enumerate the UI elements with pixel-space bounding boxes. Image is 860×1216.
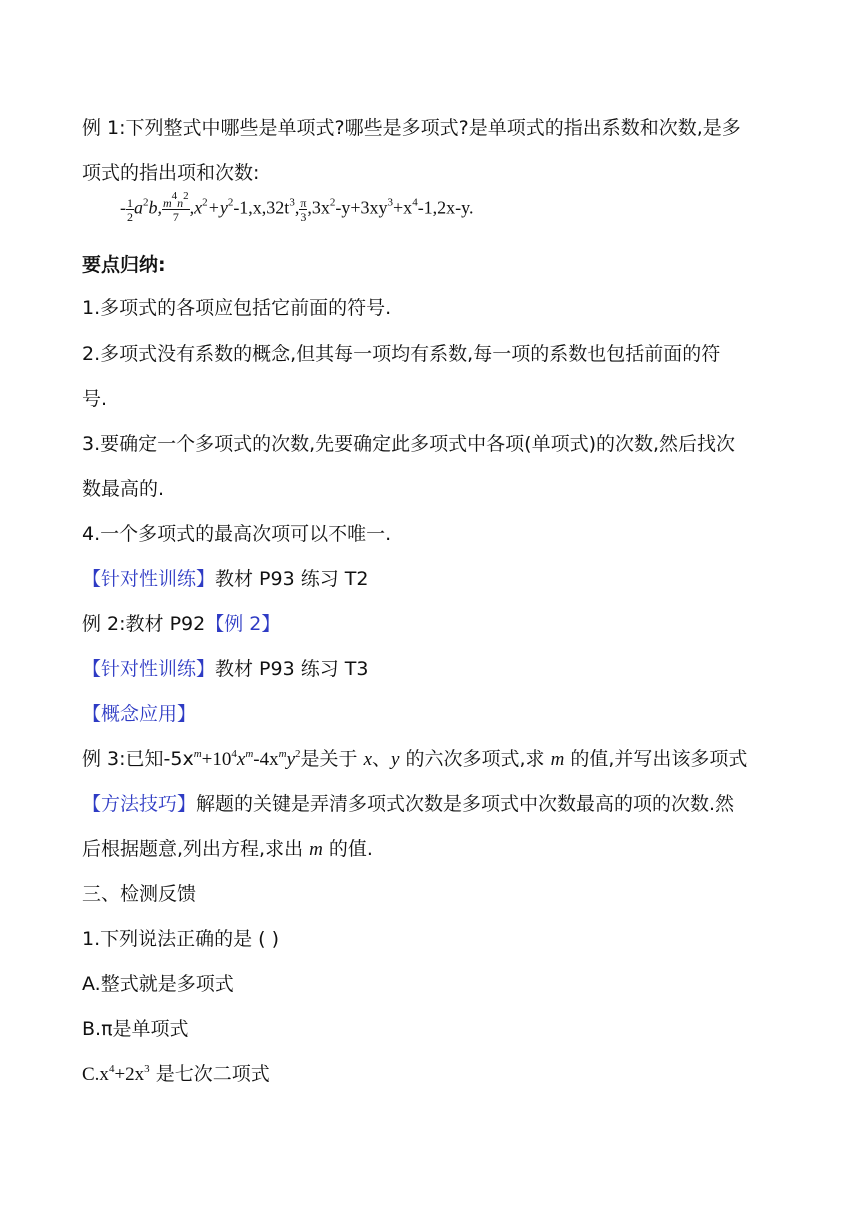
question-1-stem: 1.下列说法正确的是 ( ): [82, 928, 280, 950]
formula-term: -1,x,32t: [233, 197, 290, 218]
formula-exponent: 2: [329, 196, 336, 209]
formula-exponent: 2: [143, 196, 149, 209]
term: x: [236, 749, 246, 770]
term: +10: [201, 749, 232, 770]
formula-term: ,3x: [307, 197, 330, 218]
example-3-prefix: 例 3:已知-5x: [82, 748, 194, 770]
option-c-text: 是七次二项式: [155, 1063, 270, 1085]
example-3-text: 是关于: [300, 748, 358, 770]
formula-exponent: 3: [289, 196, 295, 209]
fraction-numerator: $m^4n^2$: [163, 190, 189, 210]
formula-term: b,: [148, 197, 162, 218]
key-points-title: 要点归纳:: [82, 254, 166, 276]
method-tips-text: 后根据题意,列出方程,求出: [82, 838, 304, 860]
formula-term: a: [134, 197, 143, 218]
example-1-line-2: 项式的指出项和次数:: [82, 162, 260, 184]
concept-application-tag: 【概念应用】: [82, 703, 197, 725]
key-point-2-line-2: 号.: [82, 388, 108, 410]
variable-m: m: [550, 749, 565, 770]
formula-exponent: 2: [202, 196, 208, 209]
variable-m: m: [309, 839, 323, 860]
question-1-option-a: A.整式就是多项式: [82, 973, 234, 995]
example-3: [82, 746, 786, 773]
method-tips-tag: 【方法技巧】: [82, 793, 197, 815]
exponent: m: [278, 748, 287, 760]
fraction-denominator: 2: [127, 209, 133, 224]
exponent: 4: [231, 748, 237, 760]
exponent: 3: [144, 1063, 150, 1075]
variable-y: y: [391, 749, 400, 770]
key-point-2-line-1: 2.多项式没有系数的概念,但其每一项均有系数,每一项的系数也包括前面的符: [82, 343, 721, 365]
fraction-denominator: 3: [300, 209, 307, 224]
term: -4x: [253, 749, 279, 770]
formula-minus: -: [120, 197, 126, 218]
example-2-tag: 【例 2】: [205, 613, 281, 635]
example-3-text: 的值,并写出该多项式: [570, 748, 748, 770]
method-tips-line-1: [82, 791, 786, 817]
key-point-4: 4.一个多项式的最高次项可以不唯一.: [82, 523, 392, 545]
targeted-training-text: 教材 P93 练习 T2: [215, 568, 369, 590]
fraction-numerator: 1: [127, 195, 133, 210]
example-2-text: 例 2:教材 P92: [82, 613, 206, 635]
formula-term: ,: [294, 197, 300, 218]
separator: 、: [372, 748, 392, 770]
formula-term: -y+3xy: [335, 197, 388, 218]
example-3-text: 的六次多项式,求: [405, 748, 545, 770]
fraction-half: [126, 197, 134, 223]
variable-x: x: [363, 749, 372, 770]
section-3-title: 三、检测反馈: [82, 883, 197, 905]
exponent: m: [245, 748, 254, 760]
targeted-training-2: [82, 656, 786, 682]
formula-term: +y: [207, 197, 228, 218]
targeted-training-text: 教材 P93 练习 T3: [215, 658, 369, 680]
method-tips-text: 的值.: [328, 838, 373, 860]
question-1-option-b: B.π是单项式: [82, 1018, 189, 1040]
key-point-3-line-2: 数最高的.: [82, 478, 165, 500]
exponent: 4: [108, 1063, 115, 1075]
formula-exponent: 4: [412, 196, 418, 209]
formula-term: ,x: [189, 197, 203, 218]
exponent: 2: [295, 748, 301, 760]
formula-exponent: 3: [387, 196, 394, 209]
targeted-training-tag: 【针对性训练】: [82, 568, 216, 590]
exponent: m: [193, 748, 202, 760]
option-c-term: +2x: [114, 1064, 145, 1085]
formula-exponent: 2: [227, 196, 234, 209]
method-tips-text: 解题的关键是弄清多项式次数是多项式中次数最高的项的次数.然: [196, 793, 735, 815]
formula-term: +x: [393, 197, 413, 218]
question-1-option-c: [82, 1061, 786, 1088]
example-2: [82, 611, 786, 637]
targeted-training-1: [82, 566, 786, 592]
targeted-training-tag: 【针对性训练】: [82, 658, 216, 680]
key-point-3-line-1: 3.要确定一个多项式的次数,先要确定此多项式中各项(单项式)的次数,然后找次: [82, 433, 736, 455]
key-point-1: 1.多项式的各项应包括它前面的符号.: [82, 297, 392, 319]
term: y: [286, 749, 295, 770]
fraction-denominator: 7: [172, 210, 179, 224]
option-c-term: C.x: [82, 1064, 109, 1085]
example-1-line-1: 例 1:下列整式中哪些是单项式?哪些是多项式?是单项式的指出系数和次数,是多: [82, 117, 741, 139]
method-tips-line-2: [82, 836, 786, 863]
fraction-numerator: π: [300, 195, 307, 210]
fraction-m4n2-over-7: [162, 190, 190, 224]
example-1-formula: [120, 190, 474, 238]
formula-term: -1,2x-y.: [417, 197, 474, 218]
